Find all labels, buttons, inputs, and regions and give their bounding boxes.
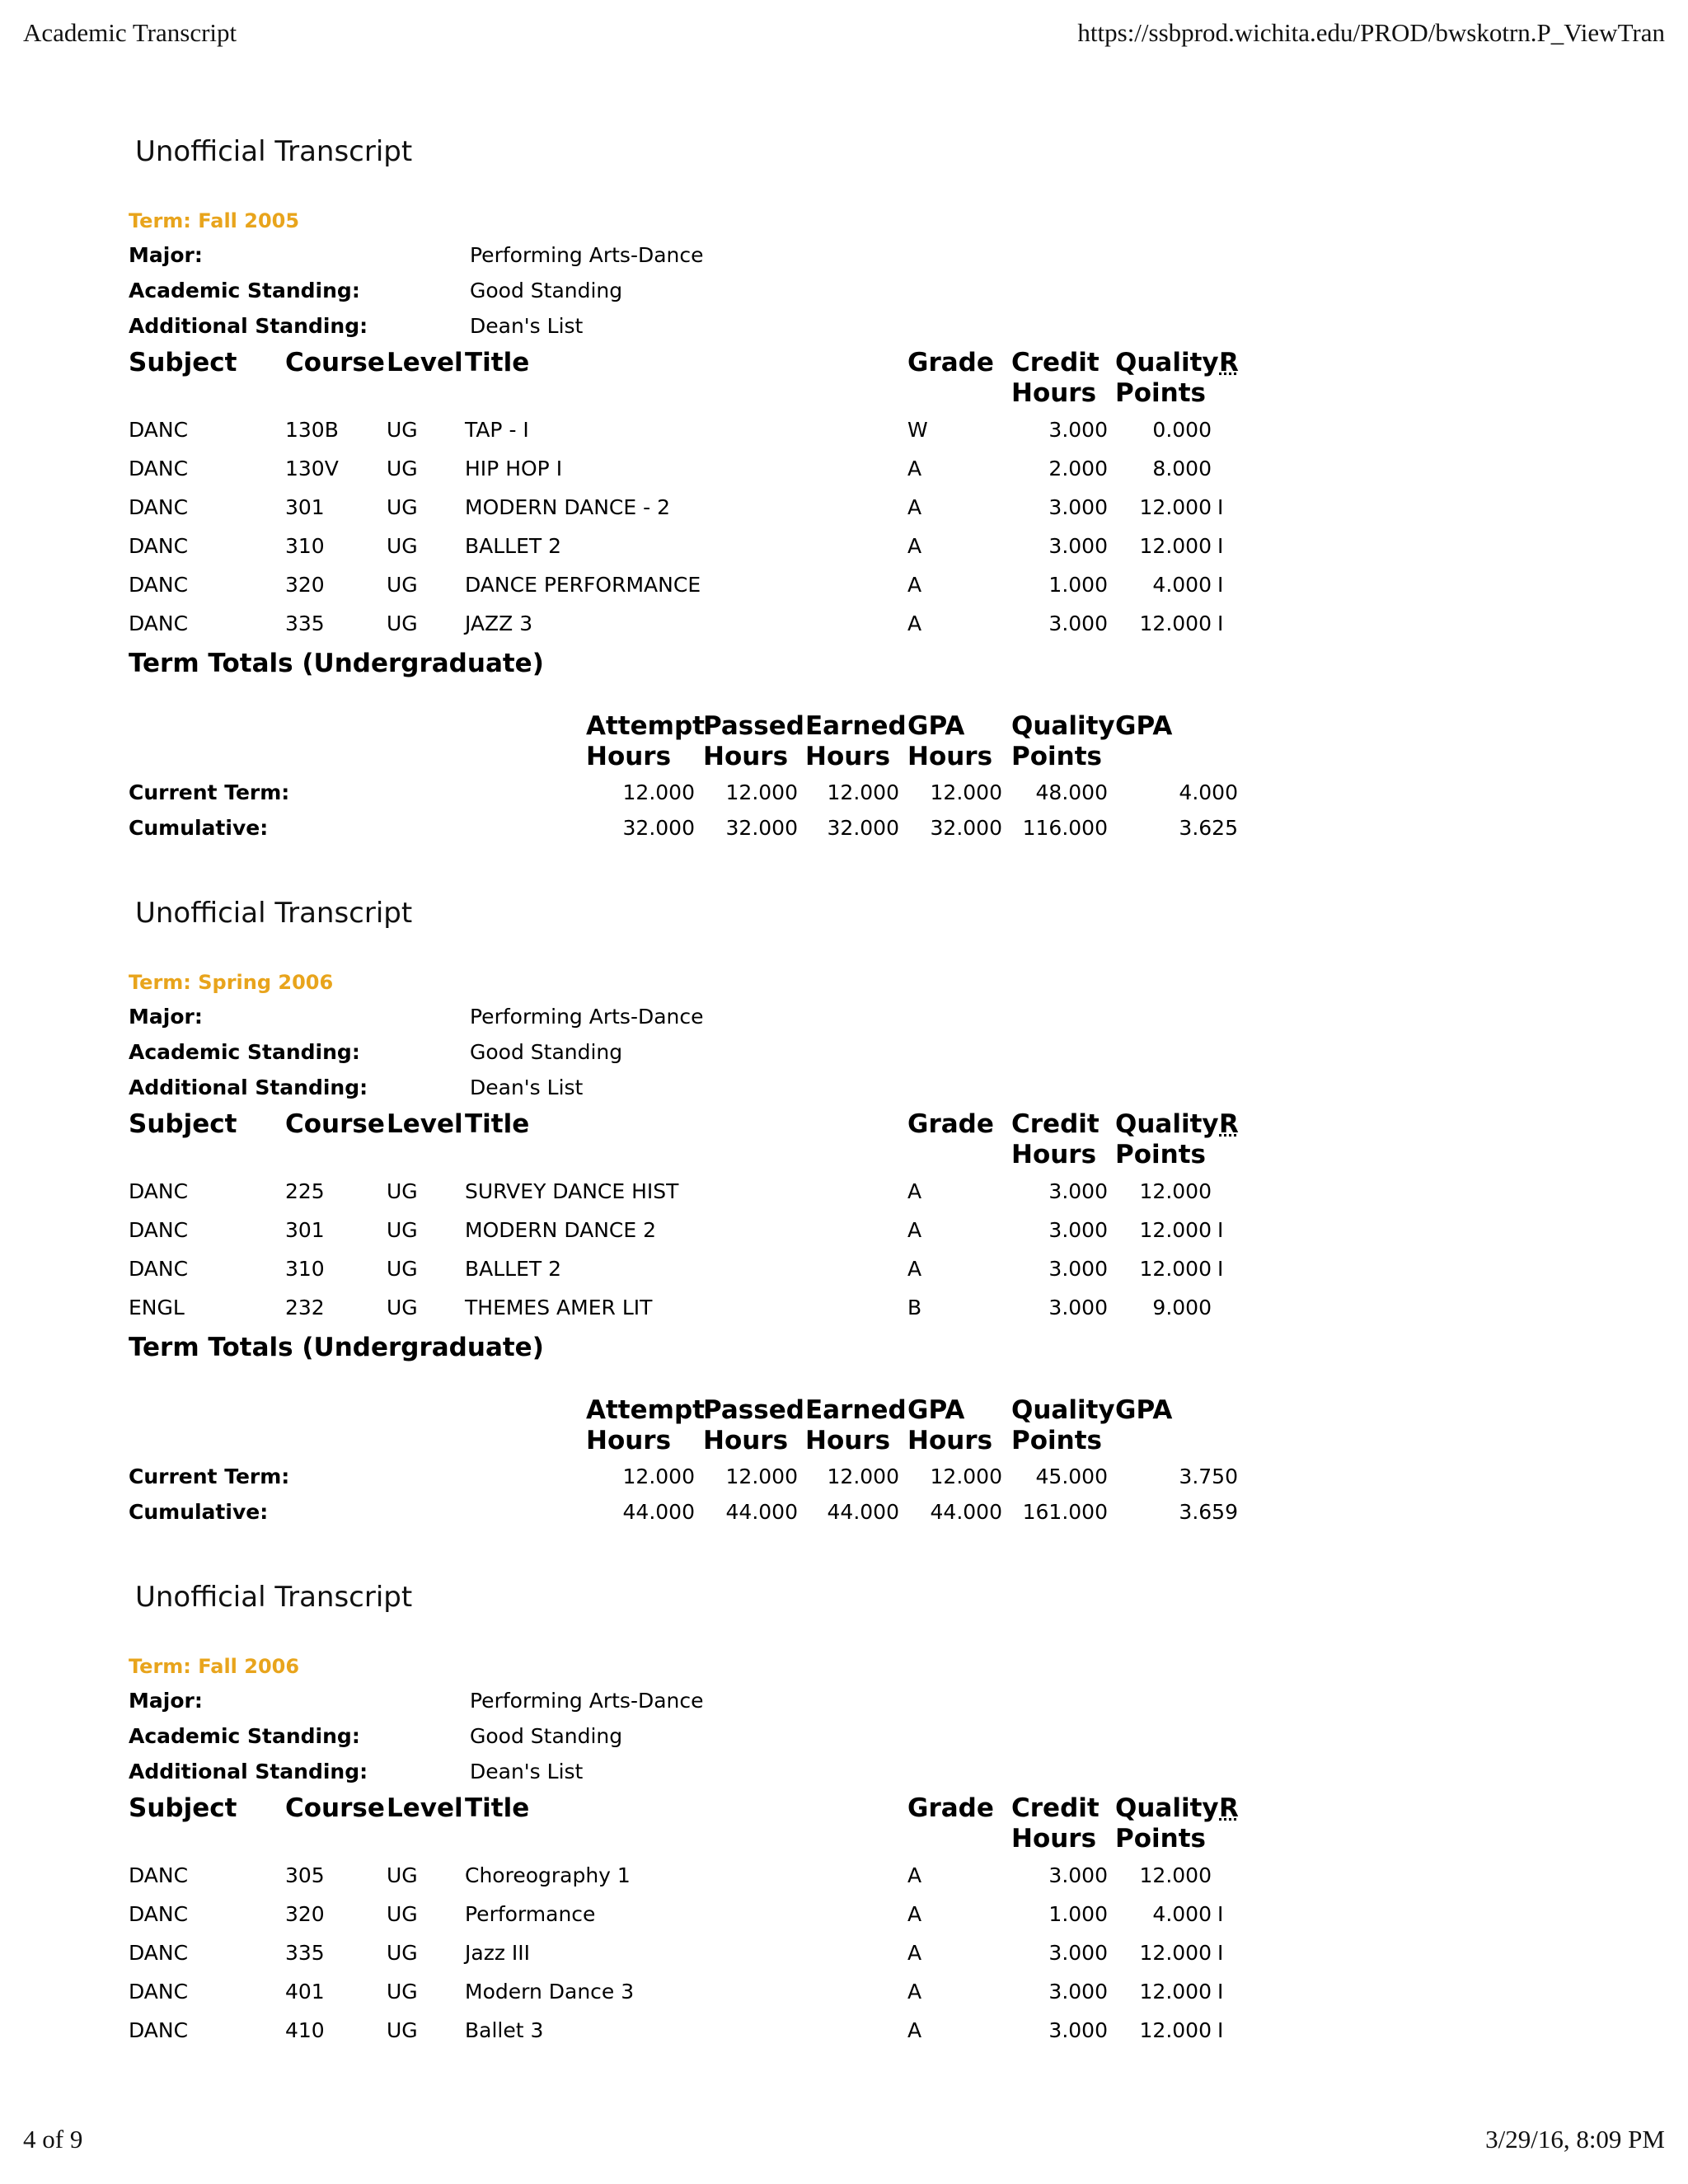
passed-hours: 32.000	[725, 816, 798, 840]
academic-standing-value: Good Standing	[470, 1040, 623, 1064]
course-number: 410	[285, 2018, 325, 2042]
course-level: UG	[387, 1980, 418, 2004]
course-subject: DANC	[129, 1980, 189, 2004]
course-flag: I	[1217, 612, 1224, 635]
term-heading: Term: Spring 2006	[129, 971, 334, 994]
course-subject: DANC	[129, 1218, 189, 1242]
col-quality-points: Quality Points	[1115, 1793, 1219, 1854]
current-term-row	[0, 780, 1688, 817]
col-level: Level	[387, 348, 463, 377]
page-url[interactable]: https://ssbprod.wichita.edu/PROD/bwskotrn.P_ViewTran	[1077, 18, 1665, 47]
academic-standing-value: Good Standing	[470, 279, 623, 302]
course-credit: 3.000	[1048, 495, 1108, 519]
course-credit: 1.000	[1048, 1902, 1108, 1926]
tot-col-passed: Passed Hours	[703, 711, 804, 771]
browser-print-header	[0, 18, 1688, 68]
gpa-hours: 32.000	[930, 816, 1002, 840]
course-row	[0, 534, 1688, 570]
course-number: 301	[285, 1218, 325, 1242]
additional-standing-value: Dean's List	[470, 1760, 584, 1783]
col-subject: Subject	[129, 1793, 237, 1823]
section-title: Unofficial Transcript	[135, 897, 413, 930]
tot-col-gpa: GPA	[1115, 1395, 1173, 1425]
passed-hours: 12.000	[725, 1465, 798, 1488]
tot-col-gpa-hours: GPA Hours	[907, 1395, 993, 1455]
course-title: MODERN DANCE - 2	[465, 495, 670, 519]
course-flag: I	[1217, 1257, 1224, 1281]
course-subject: ENGL	[129, 1296, 185, 1319]
major-label: Major:	[129, 243, 203, 267]
additional-standing-value: Dean's List	[470, 314, 584, 338]
course-row	[0, 1296, 1688, 1332]
col-level: Level	[387, 1793, 463, 1823]
academic-standing-label: Academic Standing:	[129, 1724, 360, 1748]
attempt-hours: 44.000	[622, 1500, 695, 1524]
course-number: 401	[285, 1980, 325, 2004]
col-subject: Subject	[129, 1109, 237, 1139]
col-r: R	[1219, 1109, 1239, 1139]
course-level: UG	[387, 1179, 418, 1203]
course-quality: 8.000	[1152, 457, 1212, 480]
col-grade: Grade	[907, 1793, 994, 1823]
document-title: Academic Transcript	[23, 18, 237, 47]
course-subject: DANC	[129, 1863, 189, 1887]
tot-col-attempt: Attempt Hours	[586, 711, 705, 771]
course-subject: DANC	[129, 495, 189, 519]
course-credit: 3.000	[1048, 1257, 1108, 1281]
course-title: Choreography 1	[465, 1863, 631, 1887]
course-title: JAZZ 3	[465, 612, 533, 635]
major-value: Performing Arts-Dance	[470, 1005, 704, 1029]
earned-hours: 44.000	[827, 1500, 899, 1524]
section-title: Unofficial Transcript	[135, 135, 413, 168]
quality-points: 48.000	[1035, 780, 1108, 804]
col-title: Title	[465, 348, 530, 377]
earned-hours: 12.000	[827, 780, 899, 804]
course-subject: DANC	[129, 1257, 189, 1281]
cumulative-label: Cumulative:	[129, 816, 269, 840]
course-grade: A	[907, 495, 922, 519]
course-grade: A	[907, 1980, 922, 2004]
course-number: 335	[285, 1941, 325, 1965]
attempt-hours: 32.000	[622, 816, 695, 840]
quality-points: 45.000	[1035, 1465, 1108, 1488]
tot-col-quality-points: Quality Points	[1011, 711, 1115, 771]
course-quality: 12.000	[1139, 1941, 1212, 1965]
term-heading: Term: Fall 2006	[129, 1655, 300, 1678]
browser-print-footer	[0, 2125, 1688, 2174]
tot-col-attempt: Attempt Hours	[586, 1395, 705, 1455]
additional-standing-label: Additional Standing:	[129, 314, 368, 338]
col-credit-hours: Credit Hours	[1011, 1109, 1100, 1169]
academic-standing-label: Academic Standing:	[129, 1040, 360, 1064]
section-title: Unofficial Transcript	[135, 1581, 413, 1614]
course-grade: A	[907, 1218, 922, 1242]
course-quality: 9.000	[1152, 1296, 1212, 1319]
gpa-hours: 44.000	[930, 1500, 1002, 1524]
course-level: UG	[387, 1296, 418, 1319]
course-grade: A	[907, 573, 922, 597]
major-label: Major:	[129, 1689, 203, 1713]
course-number: 130V	[285, 457, 339, 480]
course-number: 225	[285, 1179, 325, 1203]
course-credit: 3.000	[1048, 1296, 1108, 1319]
gpa-value: 3.659	[1179, 1500, 1238, 1524]
course-grade: A	[907, 1902, 922, 1926]
passed-hours: 44.000	[725, 1500, 798, 1524]
col-grade: Grade	[907, 1109, 994, 1139]
course-subject: DANC	[129, 1902, 189, 1926]
course-grade: A	[907, 1179, 922, 1203]
course-credit: 3.000	[1048, 1179, 1108, 1203]
course-number: 310	[285, 534, 325, 558]
course-grade: A	[907, 1863, 922, 1887]
gpa-value: 4.000	[1179, 780, 1238, 804]
course-credit: 3.000	[1048, 1218, 1108, 1242]
col-grade: Grade	[907, 348, 994, 377]
course-subject: DANC	[129, 1179, 189, 1203]
course-number: 320	[285, 573, 325, 597]
tot-col-quality-points: Quality Points	[1011, 1395, 1115, 1455]
course-credit: 3.000	[1048, 2018, 1108, 2042]
course-credit: 3.000	[1048, 1941, 1108, 1965]
course-title: TAP - I	[465, 418, 529, 442]
course-subject: DANC	[129, 2018, 189, 2042]
course-quality: 12.000	[1139, 1257, 1212, 1281]
course-row	[0, 573, 1688, 609]
col-level: Level	[387, 1109, 463, 1139]
tot-col-gpa: GPA	[1115, 711, 1173, 741]
course-grade: A	[907, 612, 922, 635]
col-course: Course	[285, 1109, 385, 1139]
cumulative-label: Cumulative:	[129, 1500, 269, 1524]
course-subject: DANC	[129, 612, 189, 635]
col-r: R	[1219, 1793, 1239, 1823]
tot-col-earned: Earned Hours	[805, 1395, 907, 1455]
course-subject: DANC	[129, 534, 189, 558]
course-grade: B	[907, 1296, 922, 1319]
term-heading: Term: Fall 2005	[129, 209, 300, 232]
academic-standing-value: Good Standing	[470, 1724, 623, 1748]
passed-hours: 12.000	[725, 780, 798, 804]
course-row	[0, 457, 1688, 493]
col-r: R	[1219, 348, 1239, 377]
course-credit: 3.000	[1048, 418, 1108, 442]
course-grade: A	[907, 2018, 922, 2042]
course-level: UG	[387, 1941, 418, 1965]
current-term-label: Current Term:	[129, 780, 290, 804]
course-credit: 3.000	[1048, 1980, 1108, 2004]
course-title: BALLET 2	[465, 534, 562, 558]
tot-col-passed: Passed Hours	[703, 1395, 804, 1455]
course-grade: A	[907, 1257, 922, 1281]
course-number: 130B	[285, 418, 339, 442]
course-credit: 3.000	[1048, 534, 1108, 558]
additional-standing-value: Dean's List	[470, 1076, 584, 1099]
course-number: 335	[285, 612, 325, 635]
course-row	[0, 1179, 1688, 1216]
earned-hours: 12.000	[827, 1465, 899, 1488]
course-title: DANCE PERFORMANCE	[465, 573, 701, 597]
course-level: UG	[387, 573, 418, 597]
course-title: SURVEY DANCE HIST	[465, 1179, 679, 1203]
course-quality: 0.000	[1152, 418, 1212, 442]
course-number: 232	[285, 1296, 325, 1319]
course-row	[0, 1218, 1688, 1254]
course-title: Performance	[465, 1902, 596, 1926]
col-quality-points: Quality Points	[1115, 348, 1219, 408]
course-flag: I	[1217, 495, 1224, 519]
course-quality: 12.000	[1139, 1218, 1212, 1242]
course-level: UG	[387, 1218, 418, 1242]
course-quality: 12.000	[1139, 1179, 1212, 1203]
course-quality: 12.000	[1139, 495, 1212, 519]
course-level: UG	[387, 612, 418, 635]
course-level: UG	[387, 1902, 418, 1926]
course-grade: W	[907, 418, 928, 442]
additional-standing-label: Additional Standing:	[129, 1076, 368, 1099]
col-title: Title	[465, 1793, 530, 1823]
gpa-value: 3.750	[1179, 1465, 1238, 1488]
col-quality-points: Quality Points	[1115, 1109, 1219, 1169]
course-row	[0, 495, 1688, 532]
course-title: Modern Dance 3	[465, 1980, 635, 2004]
course-row	[0, 418, 1688, 454]
course-subject: DANC	[129, 573, 189, 597]
course-quality: 12.000	[1139, 1980, 1212, 2004]
course-level: UG	[387, 2018, 418, 2042]
course-level: UG	[387, 457, 418, 480]
major-value: Performing Arts-Dance	[470, 243, 704, 267]
course-row	[0, 1941, 1688, 1977]
cumulative-row	[0, 1500, 1688, 1536]
term-totals-heading: Term Totals (Undergraduate)	[129, 649, 544, 678]
course-credit: 3.000	[1048, 612, 1108, 635]
cumulative-row	[0, 816, 1688, 852]
course-row	[0, 1863, 1688, 1900]
course-grade: A	[907, 534, 922, 558]
earned-hours: 32.000	[827, 816, 899, 840]
course-level: UG	[387, 1863, 418, 1887]
course-quality: 12.000	[1139, 2018, 1212, 2042]
course-grade: A	[907, 457, 922, 480]
course-level: UG	[387, 534, 418, 558]
major-label: Major:	[129, 1005, 203, 1029]
academic-standing-label: Academic Standing:	[129, 279, 360, 302]
course-number: 305	[285, 1863, 325, 1887]
course-quality: 4.000	[1152, 573, 1212, 597]
course-subject: DANC	[129, 457, 189, 480]
tot-col-earned: Earned Hours	[805, 711, 907, 771]
course-credit: 2.000	[1048, 457, 1108, 480]
course-quality: 4.000	[1152, 1902, 1212, 1926]
gpa-hours: 12.000	[930, 780, 1002, 804]
course-row	[0, 1902, 1688, 1938]
course-quality: 12.000	[1139, 1863, 1212, 1887]
course-title: Ballet 3	[465, 2018, 544, 2042]
attempt-hours: 12.000	[622, 1465, 695, 1488]
course-flag: I	[1217, 573, 1224, 597]
course-title: HIP HOP I	[465, 457, 563, 480]
course-title: THEMES AMER LIT	[465, 1296, 653, 1319]
course-quality: 12.000	[1139, 534, 1212, 558]
tot-col-gpa-hours: GPA Hours	[907, 711, 993, 771]
course-level: UG	[387, 495, 418, 519]
page-number: 4 of 9	[23, 2125, 83, 2154]
course-row	[0, 612, 1688, 648]
course-credit: 1.000	[1048, 573, 1108, 597]
course-number: 301	[285, 495, 325, 519]
course-flag: I	[1217, 2018, 1224, 2042]
quality-points: 116.000	[1022, 816, 1108, 840]
course-level: UG	[387, 418, 418, 442]
course-grade: A	[907, 1941, 922, 1965]
course-flag: I	[1217, 1218, 1224, 1242]
print-datetime: 3/29/16, 8:09 PM	[1485, 2125, 1665, 2154]
gpa-value: 3.625	[1179, 816, 1238, 840]
quality-points: 161.000	[1022, 1500, 1108, 1524]
current-term-row	[0, 1465, 1688, 1501]
course-flag: I	[1217, 1902, 1224, 1926]
course-subject: DANC	[129, 418, 189, 442]
course-row	[0, 2018, 1688, 2055]
course-title: MODERN DANCE 2	[465, 1218, 657, 1242]
col-credit-hours: Credit Hours	[1011, 1793, 1100, 1854]
col-credit-hours: Credit Hours	[1011, 348, 1100, 408]
course-flag: I	[1217, 1941, 1224, 1965]
course-flag: I	[1217, 1980, 1224, 2004]
course-flag: I	[1217, 534, 1224, 558]
course-row	[0, 1257, 1688, 1293]
additional-standing-label: Additional Standing:	[129, 1760, 368, 1783]
col-subject: Subject	[129, 348, 237, 377]
course-title: BALLET 2	[465, 1257, 562, 1281]
course-credit: 3.000	[1048, 1863, 1108, 1887]
course-level: UG	[387, 1257, 418, 1281]
col-course: Course	[285, 348, 385, 377]
gpa-hours: 12.000	[930, 1465, 1002, 1488]
course-subject: DANC	[129, 1941, 189, 1965]
term-totals-heading: Term Totals (Undergraduate)	[129, 1333, 544, 1362]
col-course: Course	[285, 1793, 385, 1823]
col-title: Title	[465, 1109, 530, 1139]
course-quality: 12.000	[1139, 612, 1212, 635]
attempt-hours: 12.000	[622, 780, 695, 804]
course-number: 320	[285, 1902, 325, 1926]
current-term-label: Current Term:	[129, 1465, 290, 1488]
course-number: 310	[285, 1257, 325, 1281]
course-title: Jazz III	[465, 1941, 531, 1965]
course-row	[0, 1980, 1688, 2016]
major-value: Performing Arts-Dance	[470, 1689, 704, 1713]
